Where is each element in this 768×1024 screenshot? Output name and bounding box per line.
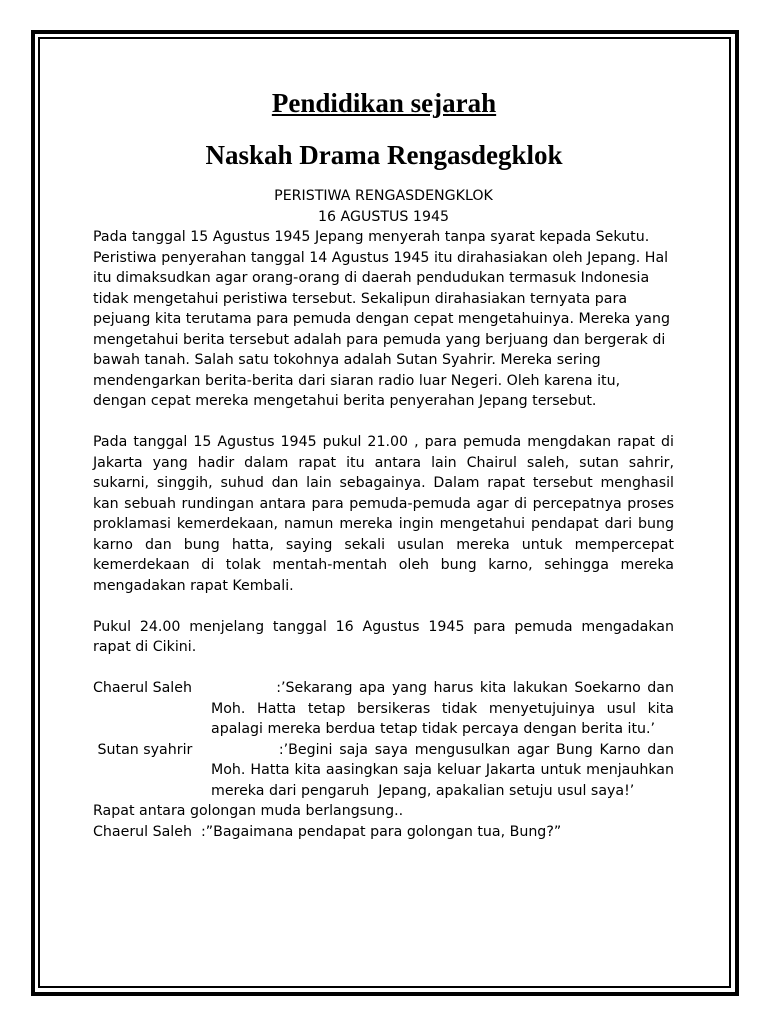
paragraph-gap	[93, 658, 674, 679]
dialogue-text: :’Sekarang apa yang harus kita lakukan Soekarno dan Moh. Hatta tetap bersikeras tidak menyetujuinya usul kita apalagi mereka berdua tetap tidak percaya dengan berita itu.’	[211, 680, 679, 737]
dialogue-speaker: Chaerul Saleh	[93, 680, 192, 696]
dialogue-text: :’Begini saja saya mengusulkan agar Bung Karno dan Moh. Hatta kita aasingkan saja keluar Jakarta untuk menjauhkan mereka dari pengaruh Jepang, apakalian setuju usul saya!’	[211, 741, 679, 799]
document-subtitle: Naskah Drama Rengasdegklok	[205, 140, 563, 170]
dialogue-speaker: Sutan syahrir	[93, 741, 193, 758]
paragraph-meeting: Pada tanggal 15 Agustus 1945 pukul 21.00 , para pemuda mengdakan rapat di Jakarta yang hadir dalam rapat itu antara lain Chairul saleh, sutan sahrir, sukarni, singgih, suhud dan lain sebagainya. Dalam rapat tersebut menghasil kan sebuah rundingan antara para pemuda-pemuda agar di percepatnya proses proklamasi kemerdekaan, namun mereka ingin mengetahui pendapat dari bung karno dan bung hatta, saying sekali usulan mereka untuk mempercepat kemerdekaan di tolak mentah-mentah oleh bung karno, sehingga mereka mengadakan rapat Kembali.	[93, 434, 674, 594]
paragraph-intro: Pada tanggal 15 Agustus 1945 Jepang menyerah tanpa syarat kepada Sekutu. Peristiwa penyerahan tanggal 14 Agustus 1945 itu dirahasiakan oleh Jepang. Hal itu dimaksudkan agar orang-orang di daerah pendudukan termasuk Indonesia tidak mengetahui peristiwa tersebut. Sekalipun dirahasiakan ternyata para pejuang kita terutama para pemuda dengan cepat mengetahuinya. Mereka yang mengetahui berita tersebut adalah para pemuda yang berjuang dan bergerak di bawah tanah. Salah satu tokohnya adalah Sutan Syahrir. Mereka sering mendengarkan berita-berita dari siaran radio luar Negeri. Oleh karena itu, dengan cepat mereka mengetahui berita penyerahan Jepang tersebut.	[93, 229, 670, 409]
dialogue-line	[93, 740, 679, 802]
paragraph-cikini: Pukul 24.00 menjelang tanggal 16 Agustus 1945 para pemuda mengadakan rapat di Cikini.	[93, 618, 674, 655]
document-title: Pendidikan sejarah	[271, 88, 497, 118]
paragraph-gap	[93, 412, 674, 433]
document-body	[93, 186, 679, 842]
paragraph-gap	[93, 596, 674, 617]
section-heading: PERISTIWA RENGASDENGKLOK	[274, 188, 493, 204]
closing-dialogue: Chaerul Saleh :”Bagaimana pendapat para golongan tua, Bung?”	[93, 823, 562, 840]
section-date: 16 AGUSTUS 1945	[317, 208, 450, 225]
closing-narration: Rapat antara golongan muda berlangsung..	[93, 803, 404, 819]
dialogue-line	[93, 678, 679, 740]
